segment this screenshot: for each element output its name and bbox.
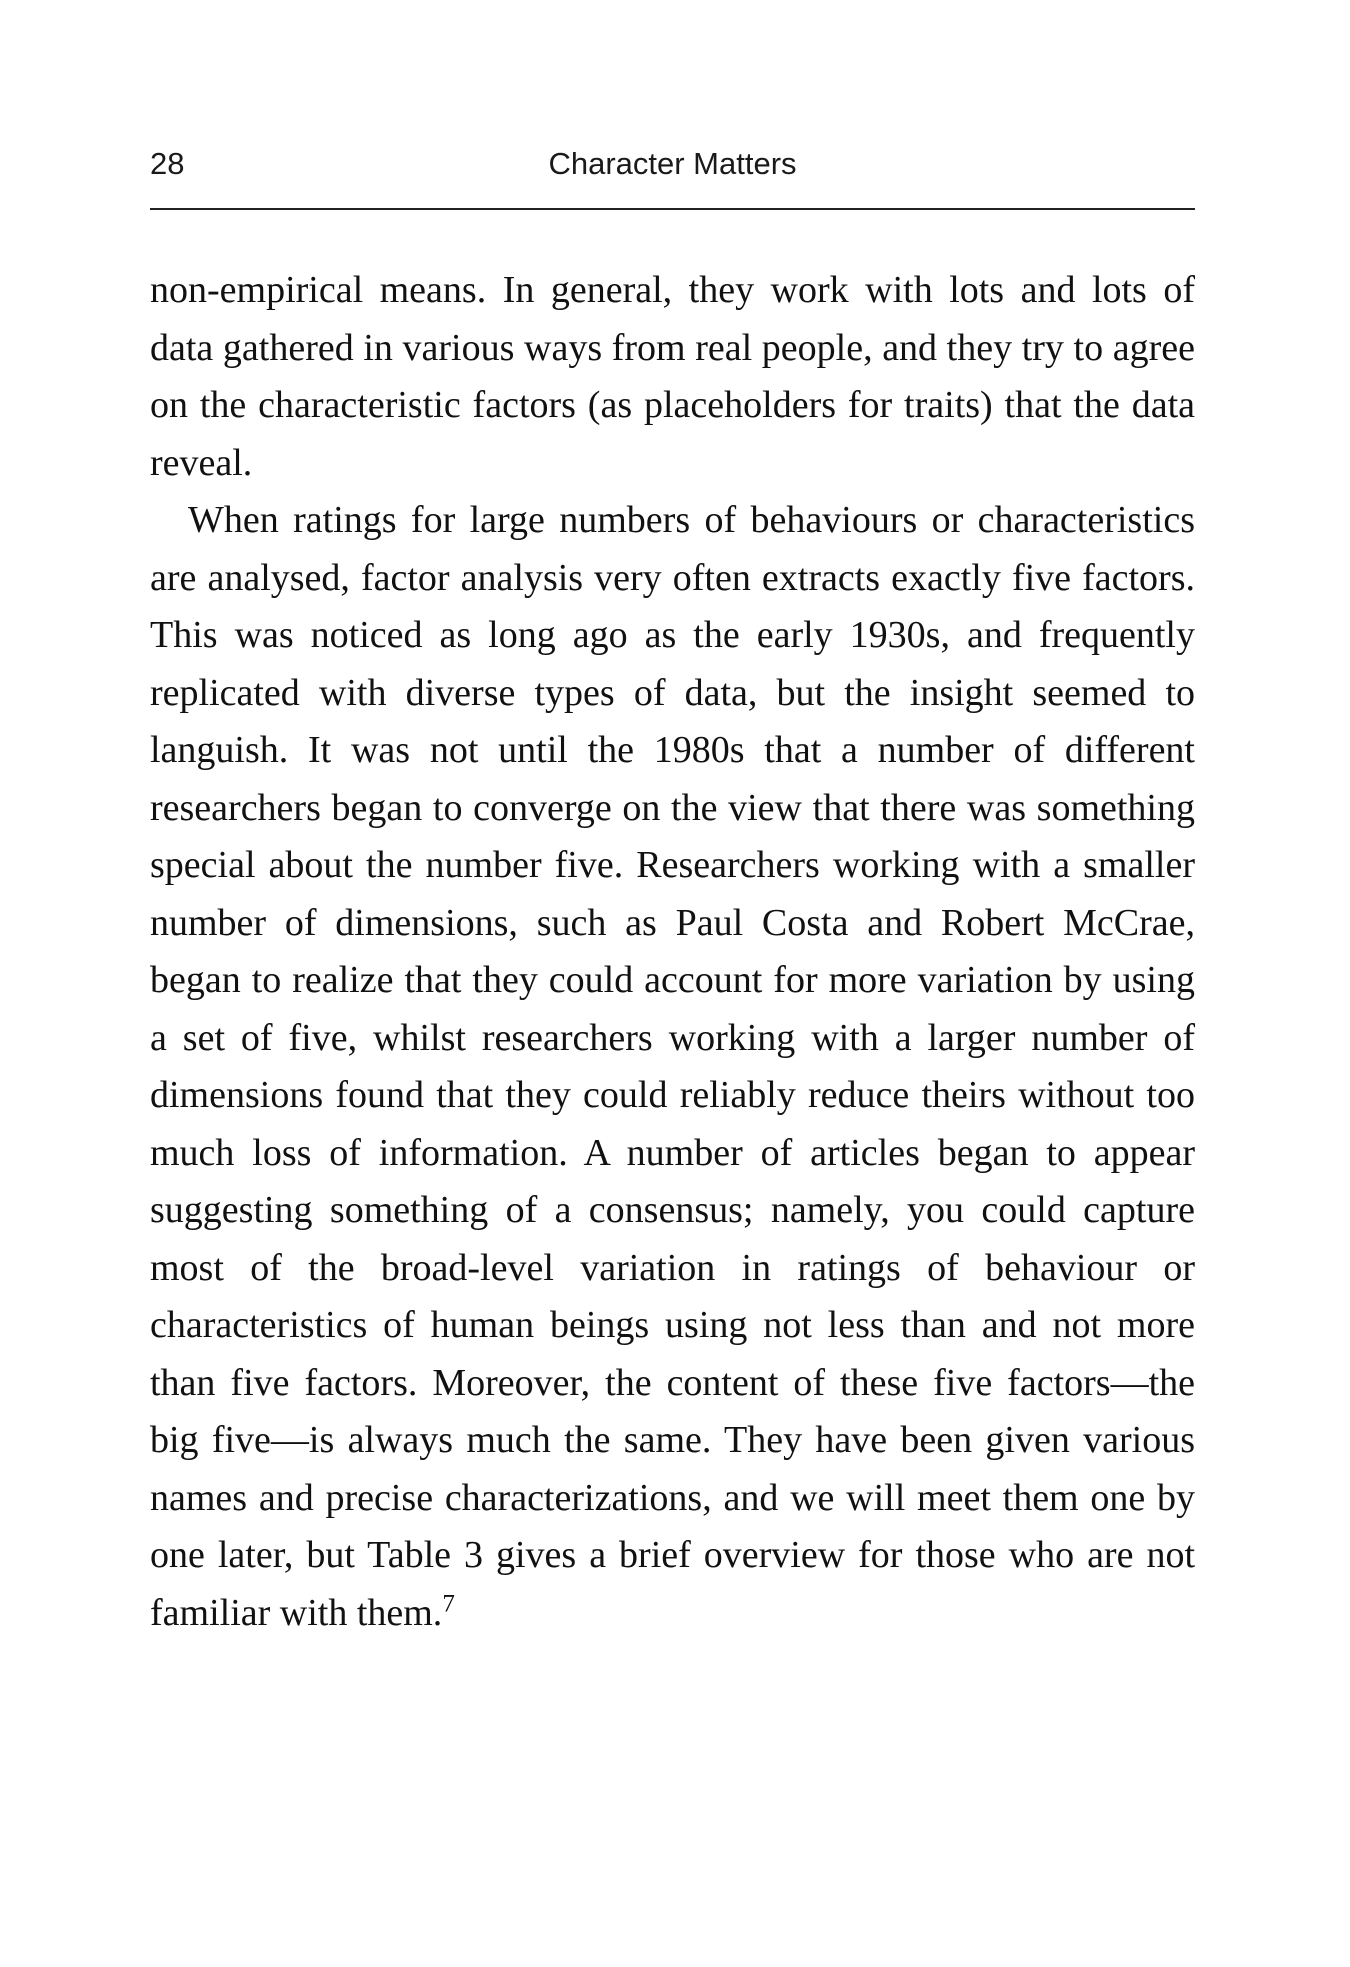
paragraph-1: non-empirical means. In general, they work with lots and lots of data gathered in various ways from real people, and they try to agree on the characteristic factors (as placeholders for traits) that the data reveal. bbox=[150, 269, 1195, 484]
footnote-marker[interactable]: 7 bbox=[442, 1589, 455, 1617]
paragraph-2-text: When ratings for large numbers of behaviours or characteristics are analysed, factor analysis very often extracts exactly five factors. This was noticed as long ago as the early 1930s, and frequently replicated with diverse types of data, but the insight seemed to languish. It was not until the 1980s that a number of different researchers began to converge on the view that there was something special about the number five. Researchers working with a smaller number of dimensions, such as Paul Costa and Robert McCrae, began to realize that they could account for more variation by using a set of five, whilst researchers working with a larger number of dimensions found that they could reliably reduce theirs without too much loss of information. A number of articles began to appear suggesting something of a consensus; namely, you could capture most of the broad-level variation in ratings of behaviour or characteristics of human beings using not less than and not more than five factors. Moreover, the content of these five factors—the big five—is always much the same. They have been given various names and precise characterizations, and we will meet them one by one later, but Table 3 gives a brief overview for those who are not familiar with them. bbox=[150, 499, 1195, 1634]
paragraph-2 bbox=[150, 492, 1195, 1642]
header-rule bbox=[150, 208, 1195, 210]
running-title: Character Matters bbox=[548, 146, 797, 181]
running-head bbox=[150, 146, 1195, 190]
page-number: 28 bbox=[150, 146, 185, 181]
body-text bbox=[150, 262, 1195, 1642]
